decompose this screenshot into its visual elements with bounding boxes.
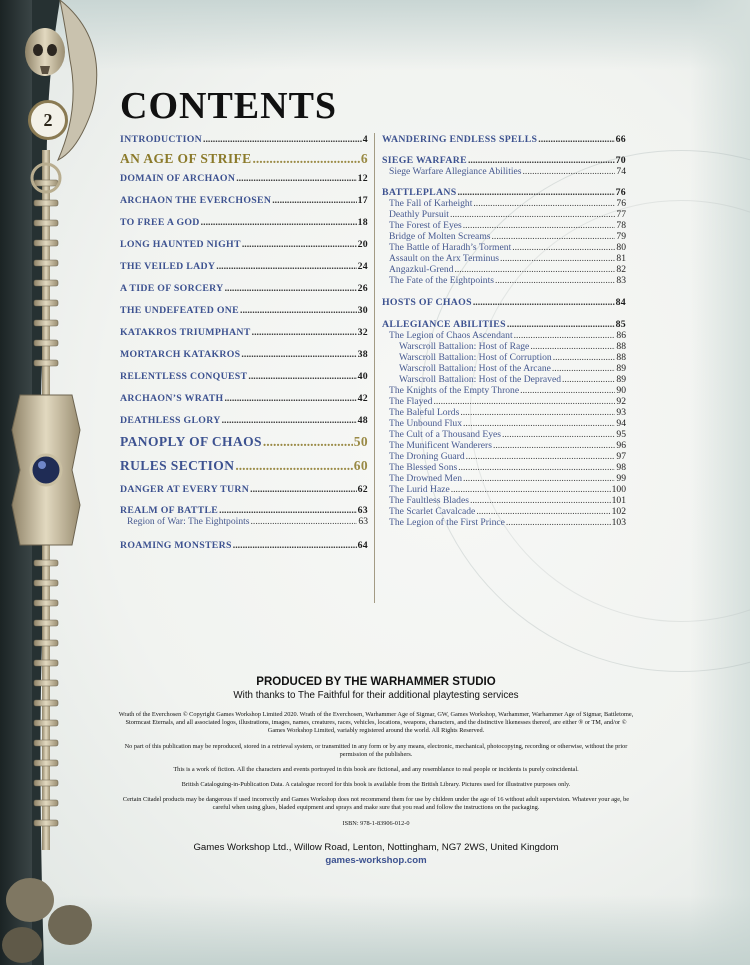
toc-leader-dots	[463, 473, 615, 484]
toc-leader-dots	[470, 495, 611, 506]
toc-entry-page: 99	[616, 473, 626, 484]
toc-entry-label: The Legion of the First Prince	[389, 517, 505, 528]
toc-entry[interactable]	[382, 429, 626, 440]
toc-entry[interactable]	[382, 396, 626, 407]
toc-entry[interactable]	[382, 253, 626, 264]
toc-entry-page: 26	[357, 283, 368, 294]
reproduction-notice: No part of this publication may be reproduced, stored in a retrieval system, or transmitted in any form or by any means, electronic, mechanical, photocopying, recording or otherwise, without the prior permission of the publishers.	[124, 742, 628, 758]
toc-leader-dots	[492, 231, 616, 242]
toc-entry-label: Assault on the Arx Terminus	[389, 253, 500, 264]
toc-leader-dots	[248, 371, 356, 382]
toc-entry[interactable]	[382, 473, 626, 484]
toc-entry[interactable]	[120, 217, 368, 228]
toc-leader-dots	[562, 374, 615, 385]
toc-entry[interactable]	[120, 371, 368, 382]
toc-entry-label: Angazkul-Grend	[389, 264, 454, 275]
toc-entry-label: The Lurid Haze	[389, 484, 450, 495]
toc-entry-page: 76	[616, 198, 626, 209]
toc-entry-label: LONG HAUNTED NIGHT	[120, 239, 241, 250]
toc-leader-dots	[201, 217, 357, 228]
toc-entry[interactable]	[382, 319, 626, 330]
toc-entry-label: The Cult of a Thousand Eyes	[389, 429, 501, 440]
toc-entry[interactable]	[382, 484, 626, 495]
toc-leader-dots	[493, 440, 615, 451]
toc-entry-page: 83	[616, 275, 626, 286]
toc-entry-page: 93	[616, 407, 626, 418]
toc-entry[interactable]	[120, 434, 368, 450]
toc-leader-dots	[500, 253, 615, 264]
toc-entry-page: 76	[615, 187, 626, 198]
toc-leader-dots	[463, 418, 615, 429]
toc-entry[interactable]	[120, 393, 368, 404]
toc-entry[interactable]	[120, 173, 368, 184]
toc-leader-dots	[463, 220, 616, 231]
toc-entry-label: Siege Warfare Allegiance Abilities	[389, 166, 522, 177]
toc-entry-page: 38	[357, 349, 368, 360]
toc-entry-label: DEATHLESS GLORY	[120, 415, 221, 426]
toc-entry-label: SIEGE WARFARE	[382, 155, 467, 166]
toc-entry-label: BATTLEPLANS	[382, 187, 457, 198]
toc-entry[interactable]	[382, 495, 626, 506]
toc-leader-dots	[506, 517, 611, 528]
page-title: CONTENTS	[120, 85, 338, 127]
page-number: 2	[28, 100, 68, 140]
toc-entry[interactable]	[120, 239, 368, 250]
toc-entry[interactable]	[120, 516, 368, 527]
toc-entry[interactable]	[382, 506, 626, 517]
toc-entry-label: Deathly Pursuit	[389, 209, 449, 220]
toc-entry[interactable]	[120, 151, 368, 167]
toc-entry-page: 70	[615, 155, 626, 166]
toc-leader-dots	[473, 297, 615, 308]
toc-entry-label: The Legion of Chaos Ascendant	[389, 330, 513, 341]
toc-entry[interactable]	[120, 349, 368, 360]
credits-block	[118, 676, 634, 866]
toc-entry[interactable]	[120, 505, 368, 516]
toc-leader-dots	[222, 415, 357, 426]
toc-entry[interactable]	[382, 451, 626, 462]
toc-leader-dots	[552, 363, 616, 374]
toc-entry-page: 86	[616, 330, 626, 341]
toc-entry-label: The Knights of the Empty Throne	[389, 385, 520, 396]
toc-entry-label: ROAMING MONSTERS	[120, 540, 232, 551]
toc-leader-dots	[216, 261, 356, 272]
toc-leader-dots	[553, 352, 616, 363]
toc-entry-label: The Blessed Sons	[389, 462, 458, 473]
toc-entry[interactable]	[120, 540, 368, 551]
toc-entry-label: RULES SECTION	[120, 458, 235, 473]
toc-leader-dots	[523, 166, 616, 177]
toc-entry-page: 32	[357, 327, 368, 338]
toc-entry-page: 18	[357, 217, 368, 228]
toc-entry-page: 102	[611, 506, 626, 517]
toc-entry[interactable]	[382, 418, 626, 429]
toc-entry-label: THE VEILED LADY	[120, 261, 216, 272]
toc-entry-label: Bridge of Molten Screams	[389, 231, 491, 242]
toc-entry-page: 74	[616, 166, 626, 177]
toc-entry-page: 84	[615, 297, 626, 308]
copyright-notice: Wrath of the Everchosen © Copyright Games Workshop Limited 2020. Wrath of the Everchosen, Warhammer Age of Sigmar, GW, Games Workshop, Warhammer, Warhammer Age of Sigmar, Battletome, Stormcast Eternals, and all associated logos, illustrations, images, names, creatures, races, vehicles, locations, weapons, characters, and the distinctive likenesses thereof, are either ® or TM, and/or © Games Workshop Limited, variably registered around the world. All Rights Reserved.	[118, 711, 634, 735]
toc-entry-page: 90	[616, 385, 626, 396]
toc-entry-page: 30	[357, 305, 368, 316]
toc-leader-dots	[253, 151, 360, 167]
toc-leader-dots	[236, 173, 356, 184]
toc-entry-page: 12	[357, 173, 368, 184]
toc-leader-dots	[468, 155, 615, 166]
toc-entry-page: 40	[357, 371, 368, 382]
toc-entry-label: The Fate of the Eightpoints	[389, 275, 494, 286]
toc-entry[interactable]	[382, 220, 626, 231]
toc-leader-dots	[502, 429, 615, 440]
toc-leader-dots	[460, 407, 615, 418]
toc-entry-page: 50	[353, 434, 368, 449]
toc-entry-label: The Forest of Eyes	[389, 220, 462, 231]
toc-entry[interactable]	[120, 415, 368, 426]
toc-entry-page: 80	[616, 242, 626, 253]
toc-leader-dots	[240, 305, 357, 316]
toc-entry-page: 89	[616, 363, 626, 374]
toc-entry[interactable]	[382, 374, 626, 385]
toc-entry-page: 101	[611, 495, 626, 506]
toc-entry-page: 17	[357, 195, 368, 206]
toc-entry-page: 66	[615, 134, 626, 145]
toc-entry-label: Warscroll Battalion: Host of Corruption	[399, 352, 552, 363]
toc-entry-label: DOMAIN OF ARCHAON	[120, 173, 236, 184]
toc-entry-label: ALLEGIANCE ABILITIES	[382, 319, 506, 330]
thanks-line: With thanks to The Faithful for their additional playtesting services	[233, 690, 519, 701]
toc-entry[interactable]	[382, 462, 626, 473]
toc-leader-dots	[272, 195, 356, 206]
toc-entry-page: 89	[616, 374, 626, 385]
toc-leader-dots	[457, 187, 614, 198]
toc-entry[interactable]	[382, 198, 626, 209]
toc-leader-dots	[495, 275, 615, 286]
fiction-notice: This is a work of fiction. All the characters and events portrayed in this book are fictional, and any resemblance to real people or incidents is purely coincidental.	[173, 765, 579, 773]
toc-entry-page: 20	[357, 239, 368, 250]
toc-entry-label: The Battle of Haradh’s Torment	[389, 242, 512, 253]
studio-credit: PRODUCED BY THE WARHAMMER STUDIO	[256, 676, 496, 688]
toc-entry-page: 92	[616, 396, 626, 407]
toc-entry[interactable]	[382, 231, 626, 242]
toc-entry-label: Warscroll Battalion: Host of Rage	[399, 341, 530, 352]
toc-entry[interactable]	[382, 517, 626, 528]
toc-entry-label: Warscroll Battalion: Host of the Depraved	[399, 374, 562, 385]
toc-entry-page: 81	[616, 253, 626, 264]
toc-leader-dots	[250, 484, 356, 495]
toc-entry-label: AN AGE OF STRIFE	[120, 151, 252, 166]
toc-leader-dots	[476, 506, 610, 517]
toc-leader-dots	[514, 330, 616, 341]
toc-entry[interactable]	[382, 352, 626, 363]
toc-entry-page: 6	[360, 151, 368, 166]
toc-entry-page: 79	[616, 231, 626, 242]
toc-entry-label: The Drowned Men	[389, 473, 462, 484]
toc-entry[interactable]	[382, 440, 626, 451]
toc-entry[interactable]	[120, 261, 368, 272]
toc-leader-dots	[251, 516, 358, 527]
toc-entry[interactable]	[120, 195, 368, 206]
toc-entry-page: 42	[357, 393, 368, 404]
toc-entry[interactable]	[120, 327, 368, 338]
toc-leader-dots	[235, 458, 352, 474]
website-link[interactable]: games-workshop.com	[325, 854, 427, 866]
toc-entry[interactable]	[382, 385, 626, 396]
bone-border-illustration	[0, 0, 110, 965]
toc-entry[interactable]	[382, 275, 626, 286]
toc-entry[interactable]	[120, 484, 368, 495]
toc-leader-dots	[458, 462, 615, 473]
toc-entry[interactable]	[382, 264, 626, 275]
toc-leader-dots	[433, 396, 615, 407]
column-divider	[374, 133, 375, 603]
toc-entry-label: KATAKROS TRIUMPHANT	[120, 327, 251, 338]
toc-leader-dots	[252, 327, 357, 338]
toc-entry-page: 103	[611, 517, 626, 528]
toc-entry[interactable]	[382, 297, 626, 308]
toc-entry[interactable]	[382, 363, 626, 374]
toc-entry-label: The Unbound Flux	[389, 418, 463, 429]
toc-entry-page: 94	[616, 418, 626, 429]
toc-entry-label: Warscroll Battalion: Host of the Arcane	[399, 363, 551, 374]
toc-entry[interactable]	[382, 341, 626, 352]
toc-entry-page: 4	[362, 134, 368, 145]
toc-leader-dots	[224, 393, 356, 404]
toc-entry-page: 95	[616, 429, 626, 440]
toc-leader-dots	[512, 242, 615, 253]
toc-leader-dots	[203, 134, 362, 145]
toc-entry-label: ARCHAON THE EVERCHOSEN	[120, 195, 272, 206]
toc-entry[interactable]	[382, 242, 626, 253]
toc-entry-label: The Droning Guard	[389, 451, 465, 462]
toc-entry-page: 82	[616, 264, 626, 275]
toc-entry[interactable]	[120, 458, 368, 474]
safety-warning: Certain Citadel products may be dangerous if used incorrectly and Games Workshop does not recommend them for use by children under the age of 16 without adult supervision. Whatever your age, be careful when using glues, bladed equipment and sprays and make sure that you read and follow the instructions on the packaging.	[122, 796, 630, 812]
isbn: ISBN: 978-1-83906-012-0	[342, 819, 410, 827]
top-vignette	[0, 0, 750, 70]
toc-leader-dots	[507, 319, 615, 330]
toc-leader-dots	[538, 134, 614, 145]
toc-entry[interactable]	[120, 134, 368, 145]
toc-entry[interactable]	[382, 187, 626, 198]
toc-entry-page: 60	[353, 458, 368, 473]
toc-left-column	[120, 130, 368, 551]
toc-entry-page: 88	[616, 352, 626, 363]
toc-entry[interactable]	[382, 209, 626, 220]
toc-entry-page: 88	[616, 341, 626, 352]
toc-entry-label: A TIDE OF SORCERY	[120, 283, 224, 294]
toc-entry-label: Region of War: The Eightpoints	[127, 516, 250, 527]
toc-leader-dots	[454, 264, 615, 275]
toc-leader-dots	[451, 484, 611, 495]
bottom-vignette	[0, 895, 750, 965]
toc-leader-dots	[241, 349, 356, 360]
toc-leader-dots	[466, 451, 616, 462]
toc-entry-page: 77	[616, 209, 626, 220]
toc-entry-page: 100	[611, 484, 626, 495]
toc-entry-label: The Faultless Blades	[389, 495, 469, 506]
toc-entry-page: 96	[616, 440, 626, 451]
toc-leader-dots	[263, 434, 353, 450]
toc-entry-label: The Fall of Karheight	[389, 198, 473, 209]
toc-entry-label: The Scarlet Cavalcade	[389, 506, 476, 517]
toc-entry-label: The Flayed	[389, 396, 433, 407]
toc-entry[interactable]	[120, 283, 368, 294]
toc-entry-page: 48	[357, 415, 368, 426]
toc-leader-dots	[242, 239, 357, 250]
toc-entry-label: The Baleful Lords	[389, 407, 460, 418]
toc-entry[interactable]	[382, 134, 626, 145]
toc-entry-page: 63	[358, 516, 368, 527]
toc-entry-label: DANGER AT EVERY TURN	[120, 484, 250, 495]
toc-entry-label: The Munificent Wanderers	[389, 440, 492, 451]
toc-leader-dots	[450, 209, 615, 220]
toc-entry[interactable]	[382, 330, 626, 341]
toc-entry-page: 63	[357, 505, 368, 516]
toc-right-column	[382, 130, 626, 528]
toc-entry-label: TO FREE A GOD	[120, 217, 200, 228]
toc-entry-label: MORTARCH KATAKROS	[120, 349, 241, 360]
toc-entry-page: 64	[357, 540, 368, 551]
toc-entry[interactable]	[382, 407, 626, 418]
toc-leader-dots	[530, 341, 615, 352]
toc-entry-label: THE UNDEFEATED ONE	[120, 305, 239, 316]
toc-leader-dots	[520, 385, 615, 396]
toc-entry[interactable]	[382, 155, 626, 166]
toc-entry-page: 97	[616, 451, 626, 462]
toc-entry[interactable]	[382, 166, 626, 177]
toc-entry-page: 62	[357, 484, 368, 495]
toc-entry-label: INTRODUCTION	[120, 134, 202, 145]
toc-leader-dots	[219, 505, 356, 516]
toc-entry-label: PANOPLY OF CHAOS	[120, 434, 262, 449]
publisher-address: Games Workshop Ltd., Willow Road, Lenton, Nottingham, NG7 2WS, United Kingdom	[193, 841, 559, 853]
toc-entry-label: REALM OF BATTLE	[120, 505, 219, 516]
toc-leader-dots	[473, 198, 615, 209]
toc-entry-page: 78	[616, 220, 626, 231]
toc-entry-label: HOSTS OF CHAOS	[382, 297, 472, 308]
cataloguing-notice: British Cataloguing-in-Publication Data. A catalogue record for this book is available from the British Library. Pictures used for illustrative purposes only.	[181, 781, 571, 789]
toc-entry-page: 98	[616, 462, 626, 473]
toc-leader-dots	[233, 540, 357, 551]
toc-leader-dots	[225, 283, 357, 294]
toc-entry-page: 24	[357, 261, 368, 272]
toc-entry-label: RELENTLESS CONQUEST	[120, 371, 248, 382]
toc-entry-label: ARCHAON’S WRATH	[120, 393, 224, 404]
toc-entry-page: 85	[615, 319, 626, 330]
toc-entry-label: WANDERING ENDLESS SPELLS	[382, 134, 538, 145]
toc-entry[interactable]	[120, 305, 368, 316]
